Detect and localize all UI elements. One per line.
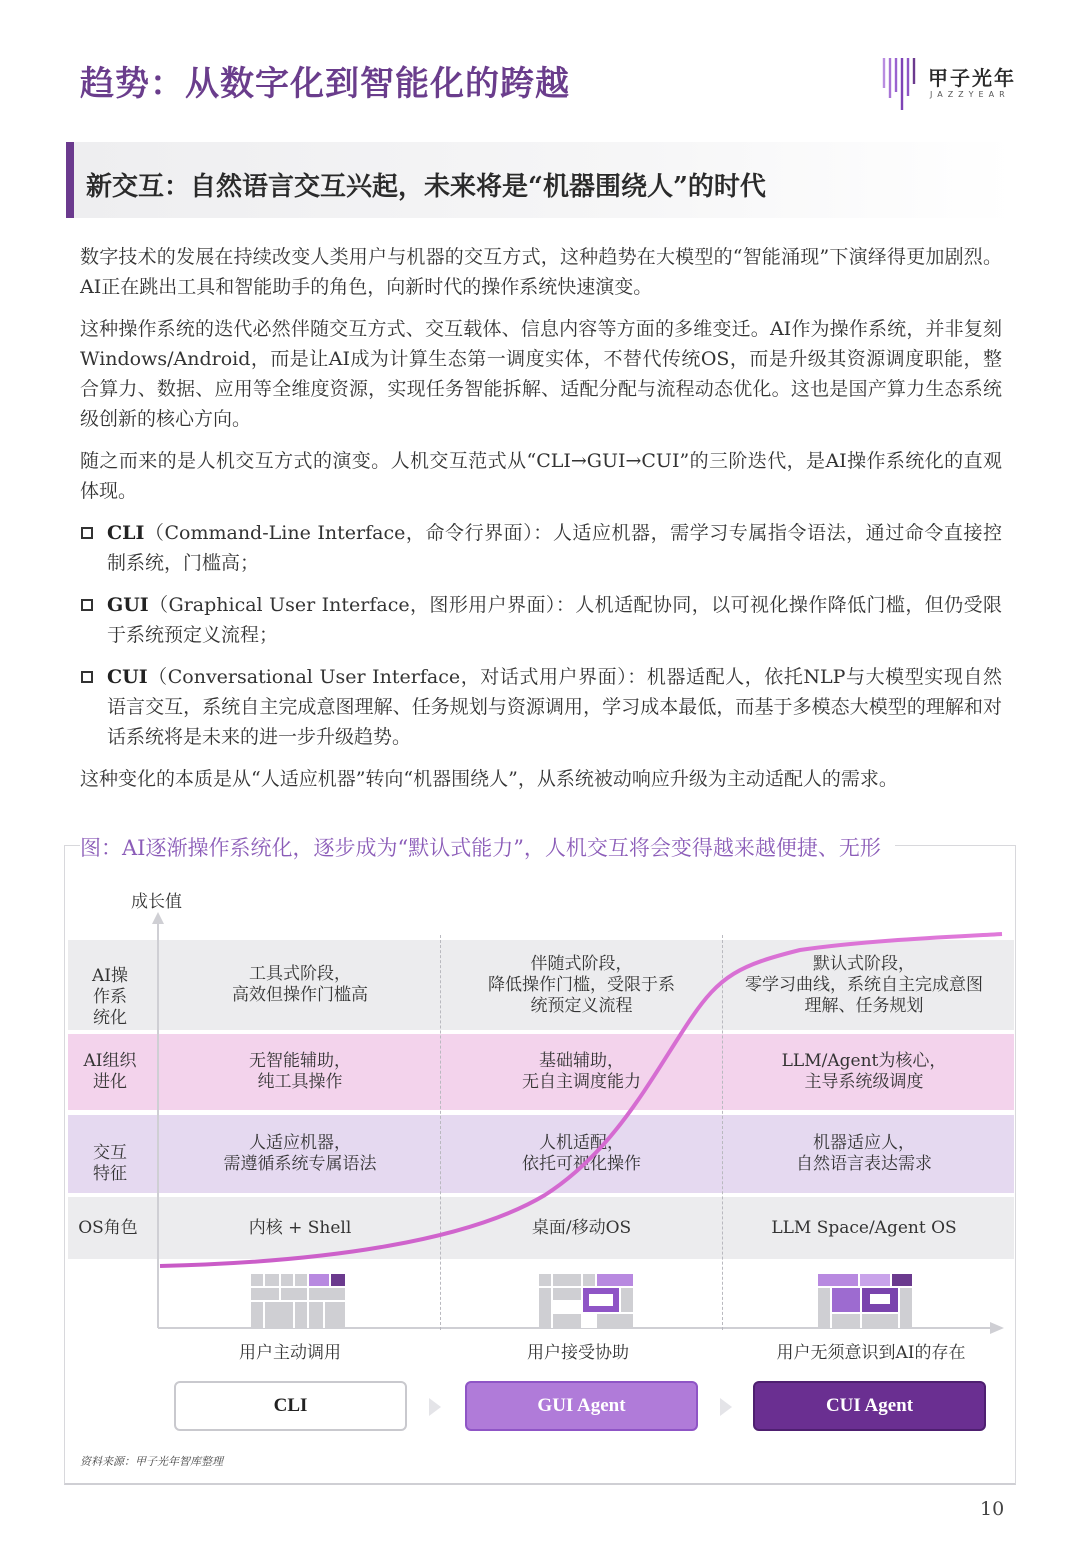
cell-line: 理解、任务规划 (804, 995, 924, 1016)
cell-line: 需遵循系统专属语法 (223, 1154, 377, 1174)
cell-line: 人适应机器， (249, 1133, 351, 1153)
window-grid-cli-icon (251, 1274, 345, 1328)
row-label-line: OS角色 (78, 1217, 138, 1238)
row-label-line: AI操 (92, 965, 128, 986)
bullet-gui (107, 590, 1002, 650)
cell-ai-org-cui (723, 1034, 1005, 1110)
window-grid-gui-icon (539, 1274, 633, 1328)
cell-line: 默认式阶段， (813, 953, 915, 974)
row-label-line: 统化 (93, 1007, 127, 1028)
chevron-right-icon (716, 1396, 738, 1418)
row-label-line: 交互 (93, 1143, 127, 1163)
cell-line: 统预定义流程 (530, 995, 633, 1016)
row-label-line: AI组织 (83, 1051, 137, 1071)
paragraph-1: 数字技术的发展在持续改变人类用户与机器的交互方式，这种趋势在大模型的“智能涌现”下演绎得更加剧烈。AI正在跳出工具和智能助手的角色，向新时代的操作系统快速演变。 (80, 246, 1002, 298)
cell-ai-os-cui (723, 940, 1005, 1030)
cell-os-role-cli (160, 1197, 440, 1259)
bullet-cui (107, 662, 1002, 752)
chevron-right-icon (425, 1396, 447, 1418)
bullet-desc: （Command-Line Interface，命令行界面）：人适应机器，需学习专属指令语法，通过命令直接控制系统，门槛高； (107, 522, 1002, 574)
cell-interaction-gui (441, 1115, 722, 1193)
row-label-line: 特征 (93, 1164, 127, 1184)
cell-line: 主导系统级调度 (804, 1072, 924, 1092)
row-label-ai-os (70, 960, 150, 1034)
cell-line: 无智能辅助， (249, 1051, 351, 1071)
bullet-desc: （Conversational User Interface，对话式用户界面）：机器适配人，依托NLP与大模型实现自然语言交互，系统自主完成意图理解、任务规划与资源调用，学习成本最低，而基于多模态大模型的理解和对话系统将是未来的进一步升级趋势。 (107, 666, 1002, 748)
row-label-line: 进化 (93, 1072, 127, 1092)
y-axis-label: 成长值 (131, 892, 182, 912)
cell-interaction-cui (723, 1115, 1005, 1193)
section-title: 新交互：自然语言交互兴起，未来将是“机器围绕人”的时代 (86, 172, 766, 202)
row-label-ai-org (70, 1034, 150, 1110)
cell-os-role-gui (441, 1197, 722, 1259)
cell-interaction-cli (160, 1115, 440, 1193)
bullet-term: CLI (107, 522, 145, 544)
bullet-desc: （Graphical User Interface，图形用户界面）：人机适配协同，以可视化操作降低门槛，但仍受限于系统预定义流程； (107, 594, 1002, 646)
stage-cli: CLI (174, 1381, 407, 1431)
window-grid-cui-icon (818, 1274, 912, 1328)
cell-line: 工具式阶段， (249, 964, 351, 984)
caption-user-unaware: 用户无须意识到AI的存在 (776, 1343, 966, 1363)
cell-line: 自然语言表达需求 (796, 1154, 932, 1174)
row-label-line: 作系 (93, 986, 127, 1007)
cell-line: 降低操作门槛，受限于系 (488, 974, 675, 995)
cell-line: LLM Space/Agent OS (771, 1217, 957, 1238)
caption-user-active: 用户主动调用 (239, 1343, 341, 1363)
stage-gui-agent: GUI Agent (465, 1381, 698, 1431)
cell-line: 依托可视化操作 (522, 1154, 641, 1174)
caption-user-assisted: 用户接受协助 (527, 1343, 629, 1363)
cell-ai-org-cli (160, 1034, 440, 1110)
bullet-square-icon (81, 527, 93, 539)
cell-line: 机器适应人， (813, 1133, 915, 1153)
cell-line: 纯工具操作 (257, 1072, 343, 1092)
row-label-interaction (70, 1135, 150, 1193)
bullet-square-icon (81, 599, 93, 611)
cell-line: 人机适配， (539, 1133, 624, 1153)
row-label-os-role (66, 1197, 150, 1259)
cell-line: 高效但操作门槛高 (232, 985, 368, 1005)
bullet-term: CUI (107, 666, 148, 688)
logo-text: 甲子光年 (928, 66, 1016, 90)
cell-line: 基础辅助， (539, 1051, 624, 1071)
source-note: 资料来源：甲子光年智库整理 (80, 1455, 223, 1468)
cell-ai-org-gui (441, 1034, 722, 1110)
bullet-term: GUI (107, 594, 149, 616)
page-number: 10 (980, 1498, 1005, 1520)
section-accent-bar (66, 142, 74, 218)
cell-line: 桌面/移动OS (531, 1217, 632, 1238)
cell-ai-os-gui (441, 940, 722, 1030)
cell-line: 内核 + Shell (248, 1217, 352, 1238)
stage-cui-agent: CUI Agent (753, 1381, 986, 1431)
cell-line: 伴随式阶段， (530, 953, 633, 974)
logo-subtext: JAZZYEAR (930, 90, 1010, 99)
page-title: 趋势：从数字化到智能化的跨越 (80, 64, 570, 104)
cell-line: 零学习曲线，系统自主完成意图 (745, 974, 983, 995)
bullet-cli (107, 518, 1002, 578)
cell-line: LLM/Agent为核心， (781, 1051, 947, 1071)
cell-os-role-cui (723, 1197, 1005, 1259)
figure-caption: 图：AI逐渐操作系统化，逐步成为“默认式能力”，人机交互将会变得越来越便捷、无形 (80, 832, 895, 862)
cell-line: 无自主调度能力 (522, 1072, 641, 1092)
paragraph-2: 这种操作系统的迭代必然伴随交互方式、交互载体、信息内容等方面的多维变迁。AI作为操作系统，并非复刻Windows/Android，而是让AI成为计算生态第一调度实体，不替代传统OS，而是升级其资源调度职能，整合算力、数据、应用等全维度资源，实现任务智能拆解、适配分配与流程动态优化。这也是国产算力生态系统级创新的核心方向。 (80, 318, 1002, 430)
paragraph-3: 随之而来的是人机交互方式的演变。人机交互范式从“CLI→GUI→CUI”的三阶迭代，是AI操作系统化的直观体现。 (80, 450, 1002, 502)
bullet-square-icon (81, 671, 93, 683)
paragraph-4: 这种变化的本质是从“人适应机器”转向“机器围绕人”，从系统被动响应升级为主动适配人的需求。 (80, 768, 898, 790)
cell-ai-os-cli (160, 940, 440, 1030)
